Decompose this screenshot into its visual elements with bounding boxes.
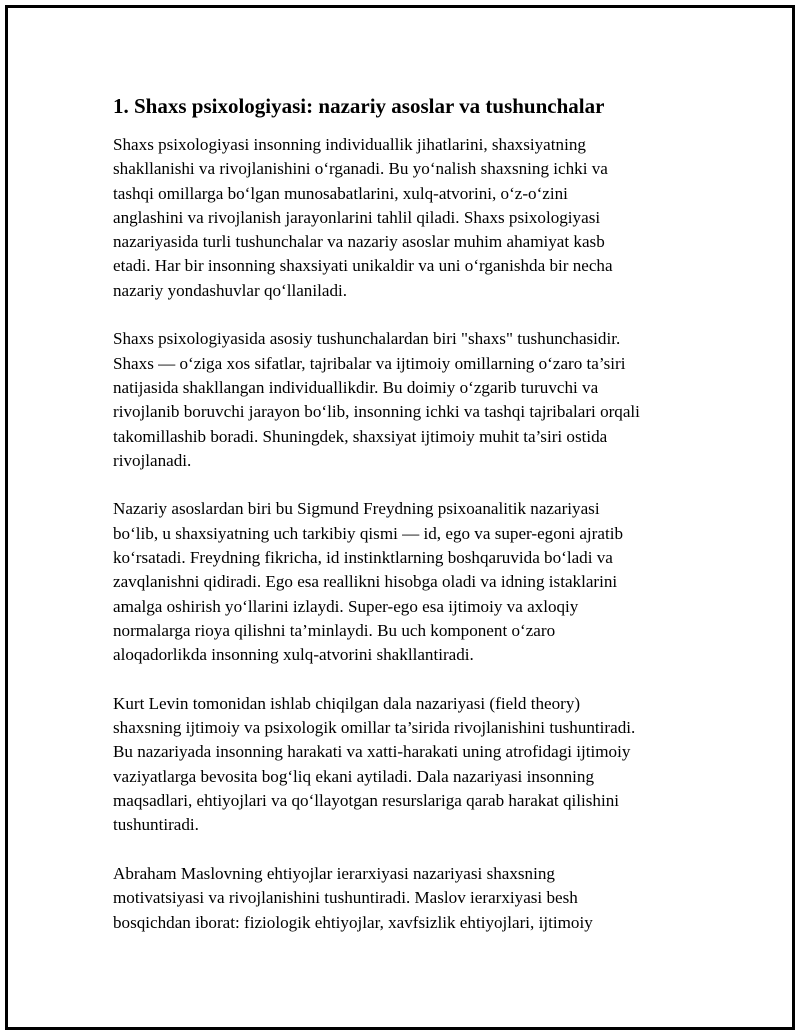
text-line: Shaxs psixologiyasida asosiy tushunchalardan biri "shaxs" tushunchasidir.	[113, 329, 621, 349]
text-line: motivatsiyasi va rivojlanishini tushuntiradi. Maslov ierarxiyasi besh	[113, 888, 578, 908]
text-line: amalga oshirish yo‘llarini izlaydi. Super-ego esa ijtimoiy va axloqiy	[113, 596, 579, 616]
text-line: Shaxs psixologiyasi insonning individuallik jihatlarini, shaxsiyatning	[113, 135, 586, 154]
text-line: vaziyatlarga bevosita bog‘liq ekani aytiladi. Dala nazariyasi insonning	[113, 766, 595, 786]
text-line: takomillashib boradi. Shuningdek, shaxsiyat ijtimoiy muhit ta’siri ostida	[113, 426, 608, 446]
paragraph-5	[113, 862, 693, 935]
text-line: nazariy yondashuvlar qo‘llaniladi.	[113, 280, 348, 300]
text-line: zavqlanishni qidiradi. Ego esa reallikni hisobga oladi va idning istaklarini	[113, 572, 618, 592]
text-line: Nazariy asoslardan biri bu Sigmund Freydning psixoanalitik nazariyasi	[113, 499, 600, 519]
text-line: natijasida shakllangan individuallikdir. Bu doimiy o‘zgarib turuvchi va	[113, 377, 599, 397]
text-line: nazariyasida turli tushunchalar va nazariy asoslar muhim ahamiyat kasb	[113, 232, 605, 252]
text-line: ko‘rsatadi. Freydning fikricha, id instinktlarning boshqaruvida bo‘ladi va	[113, 548, 613, 568]
text-line: normalarga rioya qilishni ta’minlaydi. Bu uch komponent o‘zaro	[113, 620, 556, 640]
text-line: Abraham Maslovning ehtiyojlar ierarxiyasi nazariyasi shaxsning	[113, 863, 555, 883]
section-heading: 1. Shaxs psixologiyasi: nazariy asoslar va tushunchalar	[113, 94, 605, 118]
text-line: maqsadlari, ehtiyojlari va qo‘llayotgan resurslariga qarab harakat qilishini	[113, 791, 619, 811]
text-line: shaxsning ijtimoiy va psixologik omillar ta’sirida rivojlanishini tushuntiradi.	[113, 718, 636, 738]
text-line: Kurt Levin tomonidan ishlab chiqilgan dala nazariyasi (field theory)	[113, 693, 581, 713]
text-line: tashqi omillarga bo‘lgan munosabatlarini, xulq-atvorini, o‘z-o‘zini	[113, 183, 568, 203]
text-line: aloqadorlikda insonning xulq-atvorini shakllantiradi.	[113, 645, 474, 665]
text-line: etadi. Har bir insonning shaxsiyati unikaldir va uni o‘rganishda bir necha	[113, 256, 613, 276]
text-line: bo‘lib, u shaxsiyatning uch tarkibiy qismi — id, ego va super-egoni ajratib	[113, 523, 623, 543]
text-line: tushuntiradi.	[113, 815, 199, 835]
text-line: Bu nazariyada insonning harakati va xatti-harakati uning atrofidagi ijtimoiy	[113, 742, 631, 762]
paragraph-4	[113, 692, 693, 838]
paragraph-1	[113, 133, 693, 303]
text-line: shakllanishi va rivojlanishini o‘rganadi. Bu yo‘nalish shaxsning ichki va	[113, 159, 608, 179]
document-body	[113, 93, 693, 959]
text-line: Shaxs — o‘ziga xos sifatlar, tajribalar va ijtimoiy omillarning o‘zaro ta’siri	[113, 353, 626, 373]
paragraph-3	[113, 497, 693, 667]
paragraph-list	[113, 133, 693, 935]
text-line: anglashini va rivojlanish jarayonlarini tahlil qiladi. Shaxs psixologiyasi	[113, 207, 601, 227]
paragraph-2	[113, 327, 693, 473]
text-line: bosqichdan iborat: fiziologik ehtiyojlar, xavfsizlik ehtiyojlari, ijtimoiy	[113, 912, 593, 932]
text-line: rivojlanadi.	[113, 450, 192, 470]
text-line: rivojlanib boruvchi jarayon bo‘lib, insonning ichki va tashqi tajribalari orqali	[113, 402, 640, 422]
